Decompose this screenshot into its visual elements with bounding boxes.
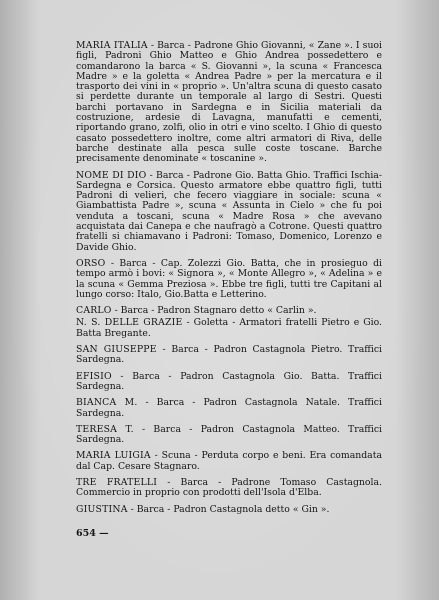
entry-nome-di-dio [76, 171, 382, 253]
entry-maria-italia [76, 41, 382, 165]
entry-name: GIUSTINA [76, 503, 128, 515]
entry-text: - Barca - Padron Castagnola Gio. Batta. Traffici Sardegna. [76, 370, 382, 392]
entry-text: - Barca - Cap. Zolezzi Gio. Batta, che in prosieguo di tempo armò i bovi: « Signora », « Monte Allegro », « Adelina » e la scuna « Gemma Preziosa ». Ebbe tre figli, tutti tre Capitani al lungo corso: Italo, Gio.Batta e Letterino. [76, 257, 382, 300]
entry-text: - Barca - Padron Castagnola Pietro. Traffici Sardegna. [76, 344, 382, 366]
entry-name: TERESA T. [76, 423, 134, 435]
entry-efisio [76, 372, 382, 393]
entry-name: NOME DI DIO [76, 169, 147, 181]
entry-maria-luigia [76, 451, 382, 472]
entry-carlo [76, 306, 382, 316]
entry-name: SAN GIUSEPPE [76, 344, 157, 356]
entry-text: - Barca - Padrone Tomaso Castagnola. Commercio in proprio con prodotti dell'Isola d'Elba. [76, 476, 382, 499]
entry-teresa-t [76, 425, 382, 446]
page-number: 654 — [76, 528, 109, 539]
entry-giustina [76, 505, 382, 515]
entry-tre-fratelli [76, 478, 382, 499]
entry-name: ORSO [76, 257, 106, 269]
entry-text: - Goletta - Armatori fratelli Pietro e Gio. Batta Bregante. [76, 317, 382, 339]
entry-text: - Scuna - Perduta corpo e beni. Era comandata dal Cap. Cesare Stagnaro. [76, 450, 383, 472]
entry-name: CARLO [76, 305, 112, 317]
entry-text: - Barca - Padron Castagnola Matteo. Traffici Sardegna. [76, 423, 383, 446]
entry-san-giuseppe [76, 345, 382, 366]
entry-name: N. S. DELLE GRAZIE [76, 317, 183, 329]
entry-bianca-m [76, 398, 382, 419]
entry-name: EFISIO [76, 370, 112, 382]
entry-name: MARIA ITALIA [76, 40, 148, 51]
entry-text: - Barca - Padron Castagnola detto « Gin ». [127, 503, 330, 515]
entry-text: - Barca - Padrone Ghio Giovanni, « Zane ». I suoi figli, Padroni Ghio Matteo e Ghio Andrea possedettero e comandarono la barca « S. Giovanni », la scuna « Francesca Madre » e la goletta « Andrea Padre » per la mercatura e il trasporto dei vini in « proprio ». Un'altra scuna di questo casato si perdette durante un temporale al largo di Sestri. Questi barchi portavano in Sardegna e in Sicilia materiali da costruzione, ardesie di Lavagna, manufatti e cementi, riportando grano, zolfi, olio in otri e vino scelto. I Ghio di questo casato possedettero inoltre, come altri armatori di Riva, delle barche destinate alla pesca sulle coste toscane. Barche precisamente denominate « toscanine ». [76, 40, 382, 165]
entry-name: BIANCA M. [76, 397, 138, 409]
entry-name: TRE FRATELLI [76, 476, 158, 488]
entry-orso [76, 259, 382, 300]
page-body [76, 41, 382, 521]
entry-text: - Barca - Padron Castagnola Natale. Traffici Sardegna. [76, 397, 382, 419]
entry-text: - Barca - Padron Stagnaro detto « Carlin ». [111, 305, 317, 317]
entry-text: - Barca - Padrone Gio. Batta Ghio. Traffici Ischia-Sardegna e Corsica. Questo armatore ebbe quattro figli, tutti Padroni di velieri, che fecero viaggiare in sociale: scuna « Giambattista Padre », scuna « Assunta in Cielo » che fu poi venduta a toscani, scuna « Madre Rosa » che avevano acquistata dai Canepa e che naufragò a Cotrone. Questi quattro fratelli si chiamavano i Padroni: Tomaso, Domenico, Lorenzo e Davide Ghio. [76, 169, 382, 253]
entry-ns-delle-grazie [76, 318, 382, 339]
entry-name: MARIA LUIGIA [76, 450, 151, 462]
